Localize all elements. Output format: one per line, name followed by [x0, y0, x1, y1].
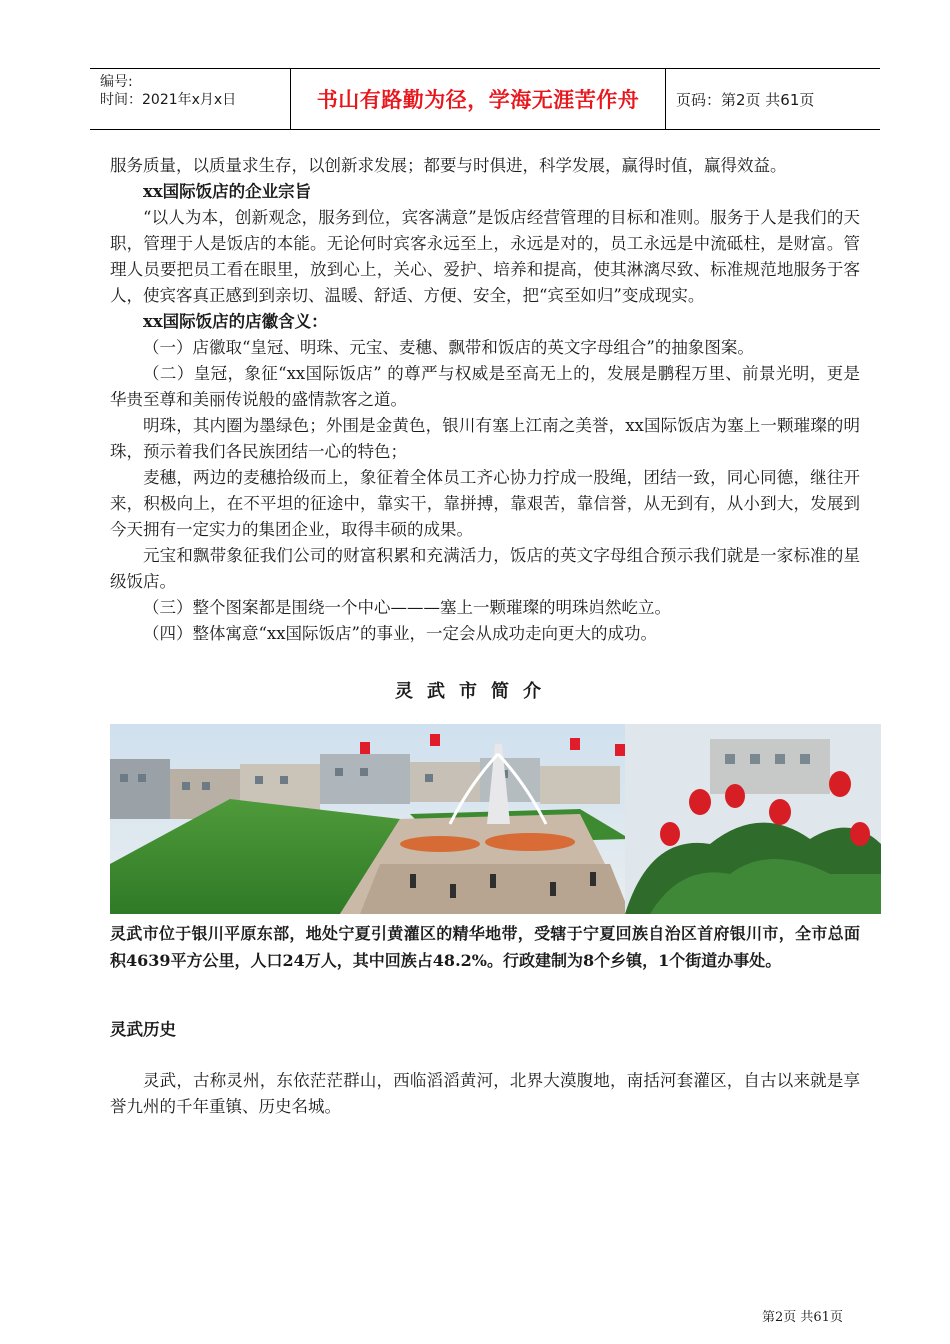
header-meta [90, 69, 291, 129]
number-label: 编号: [100, 74, 133, 90]
page-header [90, 68, 880, 130]
photo-illustration [110, 724, 881, 914]
paragraph: （二）皇冠，象征“xx国际饭店” 的尊严与权威是至高无上的，发展是鹏程万里、前景光明，更是华贵至尊和美丽传说般的盛情款客之道。 [110, 364, 860, 409]
paragraph: “以人为本，创新观念，服务到位，宾客满意”是饭店经营管理的目标和准则。服务于人是我们的天职，管理于人是饭店的本能。无论何时宾客永远至上，永远是对的，员工永远是中流砥柱，是财富。管理人员要把员工看在眼里，放到心上，关心、爱护、培养和提高，使其淋漓尽致、标准规范地服务于客人，使宾客真正感到到亲切、温暖、舒适、方便、安全，把“宾至如归”变成现实。 [110, 208, 860, 305]
paragraph: （一）店徽取“皇冠、明珠、元宝、麦穗、飘带和饭店的英文字母组合”的抽象图案。 [143, 338, 754, 357]
heading-purpose: xx国际饭店的企业宗旨 [143, 182, 312, 201]
paragraph: （三）整个图案都是围绕一个中心———塞上一颗璀璨的明珠岿然屹立。 [143, 598, 671, 617]
header-page-info: 页码：第2页 共61页 [676, 90, 815, 109]
heading-emblem: xx国际饭店的店徽含义： [143, 312, 328, 331]
paragraph: 麦穗，两边的麦穗拾级而上，象征着全体员工齐心协力拧成一股绳，团结一致，同心同德，继往开来，积极向上，在不平坦的征途中，靠实干，靠拼搏，靠艰苦，靠信誉，从无到有，从小到大，发展到今天拥有一定实力的集团企业，取得丰硕的成果。 [110, 468, 860, 539]
header-motto-cell [291, 69, 666, 129]
paragraph: 服务质量，以质量求生存，以创新求发展；都要与时俱进，科学发展，赢得时值，赢得效益。 [110, 156, 787, 175]
paragraph: 明珠，其内圈为墨绿色；外围是金黄色，银川有塞上江南之美誉，xx国际饭店为塞上一颗璀璨的明珠，预示着我们各民族团结一心的特色； [110, 416, 860, 461]
page-footer: 第2页 共61页 [762, 1310, 843, 1325]
city-square-photo [110, 724, 881, 914]
history-paragraph: 灵武，古称灵州，东依茫茫群山，西临滔滔黄河，北界大漠腹地，南括河套灌区，自古以来就是享誉九州的千年重镇、历史名城。 [110, 1071, 860, 1116]
paragraph: 元宝和飘带象征我们公司的财富积累和充满活力，饭店的英文字母组合预示我们就是一家标准的星级饭店。 [110, 546, 860, 591]
motto-text: 书山有路勤为径，学海无涯苦作舟 [316, 88, 640, 112]
history-heading: 灵武历史 [110, 1020, 176, 1039]
section-title: 灵武市简介 [395, 681, 555, 702]
time-label: 时间：2021年x月x日 [100, 92, 237, 108]
body-text [110, 153, 860, 647]
lingwu-intro: 灵武市位于银川平原东部，地处宁夏引黄灌区的精华地带，受辖于宁夏回族自治区首府银川市，全市总面积4639平方公里，人口24万人，其中回族占48.2%。行政建制为8个乡镇，1个街道办事处。 [110, 924, 860, 970]
paragraph: （四）整体寓意“xx国际饭店”的事业，一定会从成功走向更大的成功。 [143, 624, 657, 643]
